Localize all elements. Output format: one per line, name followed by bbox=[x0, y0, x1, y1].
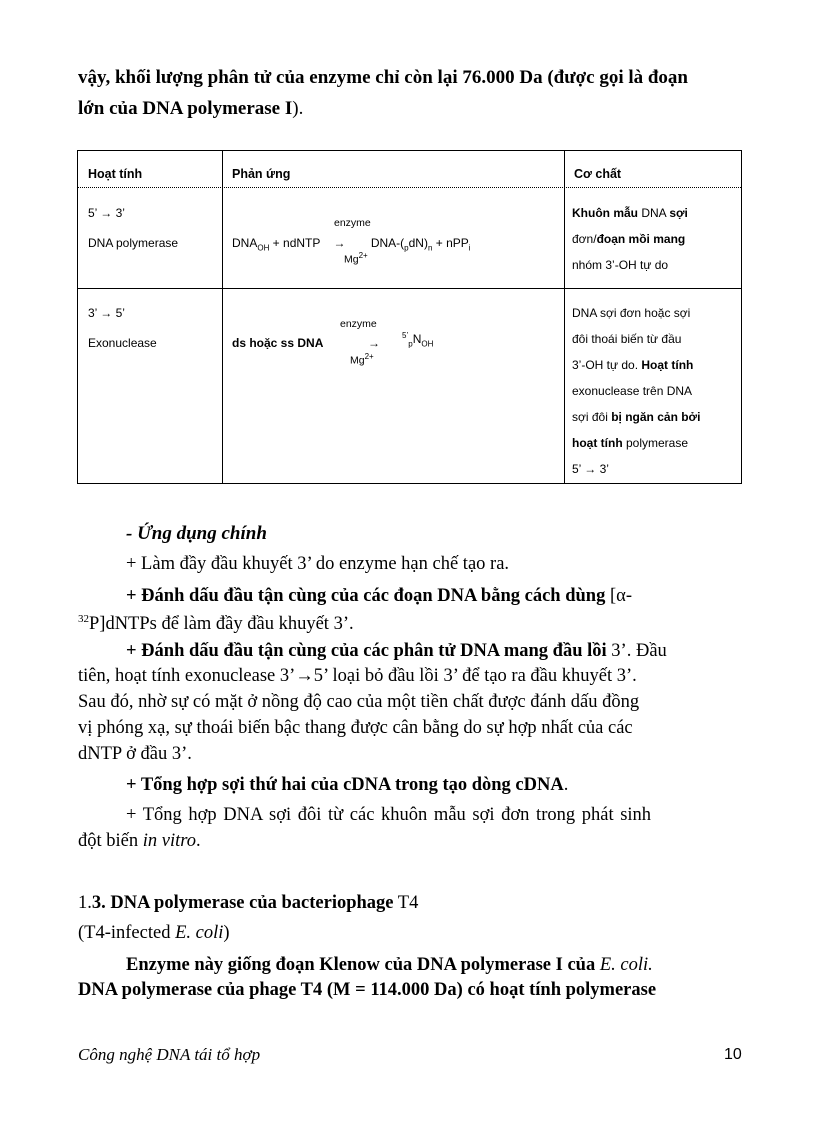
row2-sub-polymerase: polymerase bbox=[622, 436, 689, 450]
row1-product: DNA-( bbox=[370, 236, 405, 250]
application-1: + Làm đầy đầu khuyết 3’ do enzyme hạn chế tạo ra. bbox=[126, 554, 510, 574]
row1-substrate-line-2 bbox=[572, 232, 685, 246]
row2-substrate-line-2: đôi thoái biến từ đầu bbox=[572, 332, 682, 346]
row1-sub-dna: DNA bbox=[638, 206, 670, 220]
row2-arrow: → bbox=[368, 336, 380, 350]
intro-line-2 bbox=[78, 93, 742, 124]
table-header-divider bbox=[78, 187, 741, 188]
row2-mg-label bbox=[350, 352, 374, 367]
application-4 bbox=[126, 771, 568, 799]
application-3-tail: 3’. Đầu bbox=[606, 641, 667, 661]
row1-name: DNA polymerase bbox=[88, 236, 179, 250]
section-title-bold: 3. DNA polymerase của bacteriophage bbox=[91, 893, 394, 913]
application-3-line-5: dNTP ở đầu 3’. bbox=[78, 744, 192, 764]
application-5-text: đột biến bbox=[78, 831, 143, 851]
table-col-divider-2 bbox=[564, 151, 565, 483]
table-row-divider bbox=[78, 288, 741, 289]
application-5-line-1: + Tổng hợp DNA sợi đôi từ các khuôn mẫu sợi đơn trong phát sinh bbox=[126, 805, 652, 825]
row1-oh-sub: OH bbox=[257, 243, 270, 253]
row1-n-sub: n bbox=[427, 243, 433, 253]
table-col-divider-1 bbox=[222, 151, 223, 483]
row1-substrate-line-1 bbox=[572, 206, 688, 220]
subtitle-close: ) bbox=[223, 923, 230, 943]
row1-dn: dN) bbox=[408, 236, 428, 250]
row1-i-sub: i bbox=[468, 243, 471, 253]
application-3-line-3: Sau đó, nhờ sự có mặt ở nồng độ cao của một tiền chất được đánh dấu đồng bbox=[78, 692, 640, 712]
row2-sub-3oh: 3’-OH tự do. bbox=[572, 358, 642, 372]
row1-substrate-line-3: nhóm 3’-OH tự do bbox=[572, 258, 669, 272]
row1-p-sub: p bbox=[404, 243, 409, 253]
row1-arrow: → bbox=[333, 236, 346, 250]
row2-substrate-line-6 bbox=[572, 436, 688, 450]
row1-mg-sup: 2+ bbox=[358, 251, 368, 260]
header-activity: Hoạt tính bbox=[88, 167, 143, 181]
row1-substrate-dna: DNA bbox=[232, 236, 258, 250]
row1-sub-don: đơn/ bbox=[572, 232, 597, 246]
row2-substrate-line-1: DNA sợi đơn hoặc sợi bbox=[572, 306, 691, 320]
application-2-sup: 32 bbox=[78, 613, 89, 625]
row1-npp: + nPP bbox=[432, 236, 469, 250]
paragraph-klenow-italic: E. coli. bbox=[595, 955, 653, 975]
paragraph-klenow-bold: Enzyme này giống đoạn Klenow của DNA polymerase I của bbox=[126, 955, 596, 975]
row1-direction: 5’ → 3’ bbox=[88, 206, 125, 220]
row2-mg: Mg bbox=[350, 354, 365, 367]
paragraph-klenow-line-1 bbox=[126, 951, 653, 979]
intro-bold-text: lớn của DNA polymerase I bbox=[78, 98, 293, 119]
header-substrate: Cơ chất bbox=[574, 167, 622, 181]
page-number: 10 bbox=[724, 1046, 742, 1063]
row2-enzyme-label: enzyme bbox=[340, 318, 377, 330]
application-4-bold: + Tổng hợp sợi thứ hai của cDNA trong tạo dòng cDNA bbox=[126, 775, 564, 795]
application-3-line-1 bbox=[126, 637, 667, 665]
enzyme-activity-table bbox=[77, 150, 742, 484]
row2-direction: 3’ → 5’ bbox=[88, 306, 125, 320]
row2-reaction-substrate: ds hoặc ss DNA bbox=[232, 336, 324, 350]
section-title-tail: T4 bbox=[393, 893, 419, 913]
application-2-line-2 bbox=[78, 605, 354, 638]
row2-sub-bold-activity: Hoạt tính bbox=[641, 358, 694, 372]
row1-enzyme-label: enzyme bbox=[334, 217, 371, 229]
row1-ndntp: + ndNTP bbox=[269, 236, 321, 250]
row2-sub-bold-blocked: bị ngăn cản bởi bbox=[611, 410, 701, 424]
row1-mg-label bbox=[344, 251, 368, 266]
paragraph-klenow-line-2: DNA polymerase của phage T4 (M = 114.000 Da) có hoạt tính polymerase bbox=[78, 980, 657, 1000]
row1-sub-bold-b: đoạn mồi mang bbox=[596, 232, 686, 246]
subtitle-italic: E. coli bbox=[175, 923, 224, 943]
section-title-1-3 bbox=[78, 889, 418, 917]
row2-substrate-line-4: exonuclease trên DNA bbox=[572, 384, 693, 398]
application-5-period: . bbox=[196, 831, 201, 851]
header-reaction: Phản ứng bbox=[232, 167, 291, 181]
row1-mg: Mg bbox=[344, 253, 359, 266]
row2-p-sub: p bbox=[408, 339, 413, 349]
row2-n: N bbox=[412, 332, 422, 346]
section-subtitle bbox=[78, 919, 230, 947]
row2-substrate-line-5 bbox=[572, 410, 700, 424]
application-3-bold: + Đánh dấu đầu tận cùng của các phân tử DNA mang đầu lồi bbox=[126, 641, 607, 661]
subtitle-text: (T4-infected bbox=[78, 923, 176, 943]
row2-product bbox=[402, 331, 433, 348]
row1-sub-bold-c: sợi bbox=[669, 206, 688, 220]
section-number: 1. bbox=[78, 893, 92, 913]
row1-sub-bold-a: Khuôn mẫu bbox=[572, 206, 638, 220]
row2-substrate-line-3 bbox=[572, 358, 693, 372]
application-2-bold: + Đánh dấu đầu tận cùng của các đoạn DNA bằng cách dùng bbox=[126, 586, 606, 606]
application-2-tail: [α- bbox=[605, 586, 632, 606]
application-3-line-2: tiên, hoạt tính exonuclease 3’→5’ loại bỏ đầu lồi 3’ để tạo ra đầu khuyết 3’. bbox=[78, 666, 637, 686]
application-4-tail: . bbox=[563, 775, 569, 795]
application-5-italic: in vitro bbox=[142, 831, 197, 851]
row2-5-sup: 5’ bbox=[402, 331, 409, 340]
row2-mg-sup: 2+ bbox=[364, 352, 374, 361]
intro-paragraph bbox=[78, 62, 742, 124]
row2-oh-sub: OH bbox=[421, 339, 434, 349]
row2-name: Exonuclease bbox=[88, 336, 157, 350]
intro-line-1: vậy, khối lượng phân tử của enzyme chỉ còn lại 76.000 Da (được gọi là đoạn bbox=[78, 67, 689, 88]
section-heading-applications: - Ứng dụng chính bbox=[126, 523, 267, 544]
application-3-line-4: vị phóng xạ, sự thoái biến bậc thang được cân bằng do sự hợp nhất của các bbox=[78, 718, 633, 738]
intro-tail: ). bbox=[292, 98, 304, 119]
row2-sub-bold-activity-2: hoạt tính bbox=[572, 436, 623, 450]
row2-sub-doi: sợi đôi bbox=[572, 410, 612, 424]
footer-book-title: Công nghệ DNA tái tổ hợp bbox=[78, 1045, 261, 1064]
row2-substrate-line-7: 5’ → 3’ bbox=[572, 462, 609, 476]
application-5-line-2 bbox=[78, 827, 201, 855]
row1-reaction bbox=[232, 236, 471, 252]
application-2-text: P]dNTPs để làm đầy đầu khuyết 3’. bbox=[89, 614, 354, 635]
